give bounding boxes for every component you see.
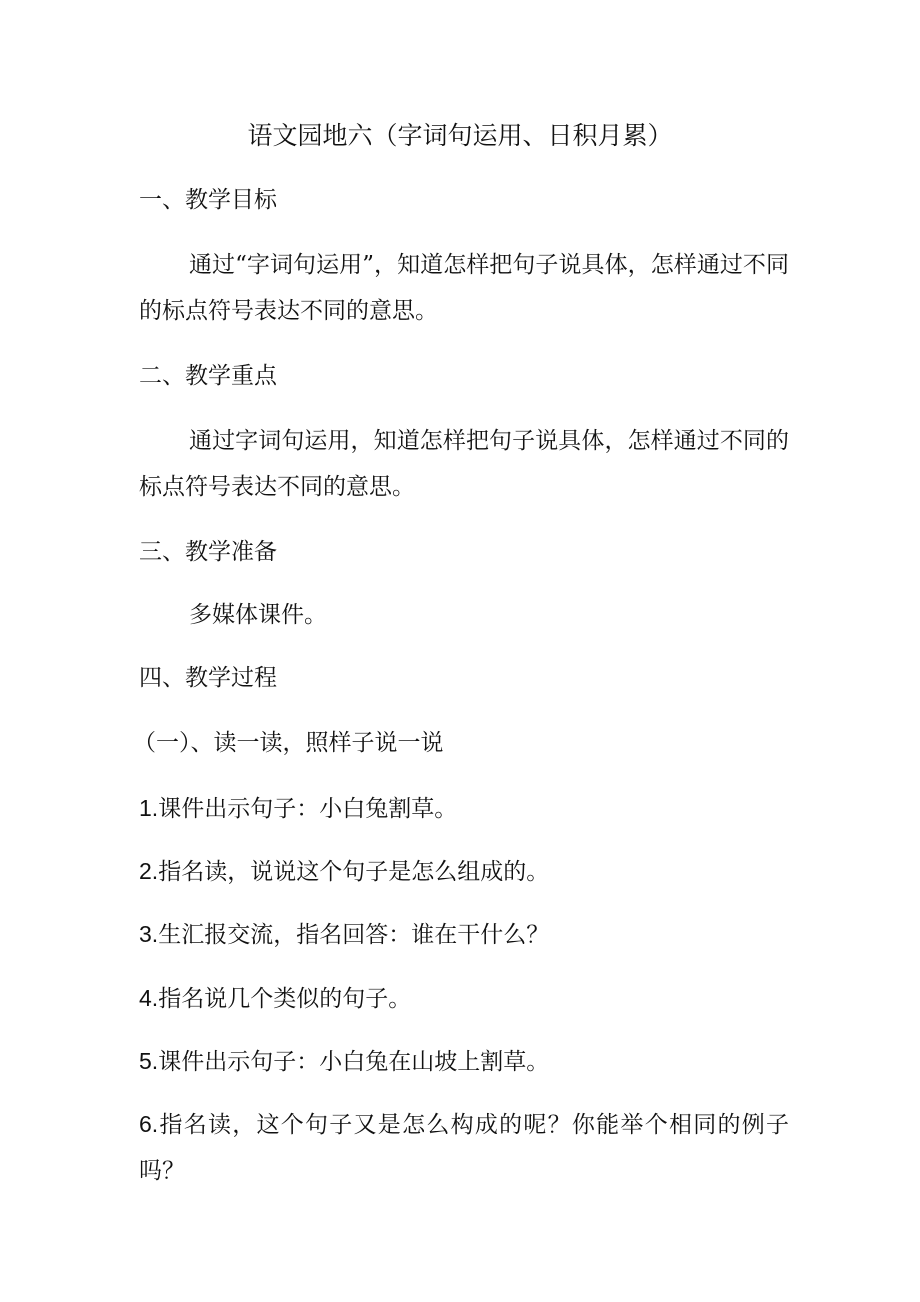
process-step-1 (139, 792, 789, 825)
step-text: 指名读，这个句子又是怎么构成的呢？你能举个相同的例子吗？ (139, 1112, 789, 1184)
section-heading-process: 四、教学过程 (139, 665, 277, 691)
section-heading-prep: 三、教学准备 (139, 539, 277, 565)
process-step-5 (139, 1045, 789, 1078)
section-heading-focus: 二、教学重点 (139, 363, 277, 389)
process-step-2 (139, 855, 789, 888)
step-text: 指名说几个类似的句子。 (158, 986, 412, 1012)
process-step-4 (139, 982, 789, 1015)
process-step-3 (139, 918, 789, 951)
section-body-focus: 通过字词句运用，知道怎样把句子说具体，怎样通过不同的标点符号表达不同的意思。 (139, 428, 789, 500)
process-subheading: （一）、读一读，照样子说一说 (133, 730, 444, 756)
step-text: 课件出示句子：小白兔割草。 (158, 796, 458, 822)
step-number: 6. (139, 1111, 159, 1137)
section-body-goal: 通过“字词句运用”，知道怎样把句子说具体，怎样通过不同的标点符号表达不同的意思。 (139, 252, 789, 324)
section-body-prep: 多媒体课件。 (189, 602, 327, 628)
step-text: 生汇报交流，指名回答：谁在干什么？ (158, 922, 550, 948)
step-text: 指名读，说说这个句子是怎么组成的。 (158, 859, 550, 885)
step-number: 2. (139, 858, 159, 884)
step-number: 1. (139, 795, 159, 821)
section-heading-goal: 一、教学目标 (139, 187, 277, 213)
step-number: 3. (139, 921, 159, 947)
step-number: 5. (139, 1048, 159, 1074)
document-title: 语文园地六（字词句运用、日积月累） (247, 121, 673, 150)
process-step-6 (139, 1101, 789, 1194)
step-number: 4. (139, 985, 159, 1011)
step-text: 课件出示句子：小白兔在山坡上割草。 (158, 1049, 550, 1075)
